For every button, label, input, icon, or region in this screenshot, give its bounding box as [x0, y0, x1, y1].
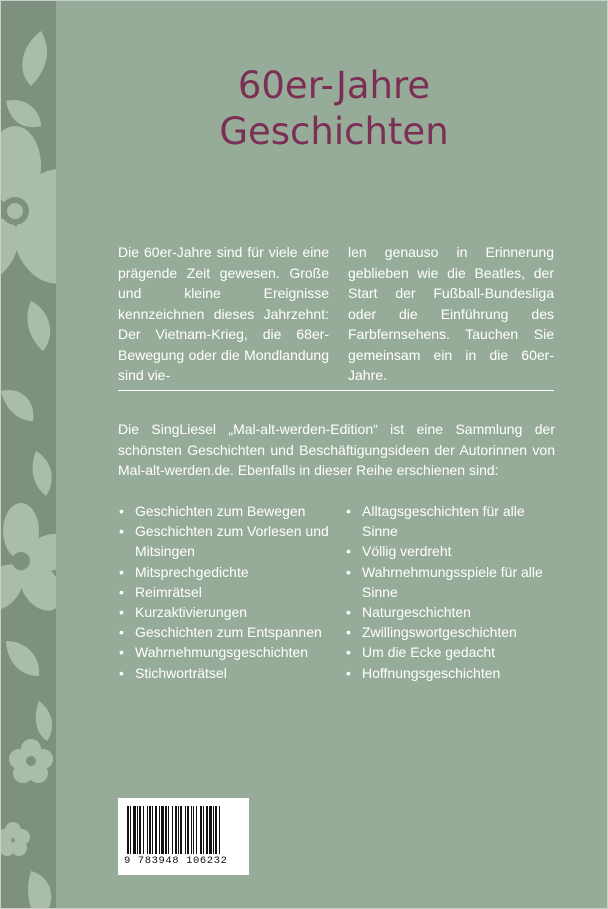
barcode-bar	[200, 806, 202, 854]
barcode-bars	[126, 806, 241, 854]
list-item: • Alltagsgeschichten für alle Sinne	[346, 501, 556, 541]
barcode-bar	[178, 806, 179, 854]
barcode-bar	[149, 806, 151, 854]
book-list-left	[119, 501, 339, 683]
floral-strip	[1, 1, 56, 908]
barcode-bar	[206, 806, 208, 854]
barcode-bar	[139, 806, 141, 854]
barcode-bar	[127, 806, 129, 854]
list-item: • Geschichten zum Entspannen	[119, 622, 339, 642]
barcode-bar	[191, 806, 192, 854]
barcode-bar	[196, 806, 197, 854]
list-item: • Wahrnehmungsspiele für alle Sinne	[346, 562, 556, 602]
isbn-number: 9 783948 106232	[124, 855, 228, 867]
divider-line	[118, 390, 554, 391]
book-title	[61, 63, 607, 155]
list-item: • Hoffnungsgeschichten	[346, 663, 556, 683]
list-item: • Kurzaktivierungen	[119, 602, 339, 622]
list-item: • Naturgeschichten	[346, 602, 556, 622]
list-item: • Geschichten zum Bewegen	[119, 501, 339, 521]
barcode-bar	[172, 806, 173, 854]
barcode-bar	[209, 806, 212, 854]
barcode-bar	[219, 806, 220, 854]
list-item: • Um die Ecke gedacht	[346, 642, 556, 662]
title-line-2: Geschichten	[219, 110, 449, 153]
barcode-bar	[215, 806, 217, 854]
barcode-bar	[213, 806, 214, 854]
barcode-bar	[185, 806, 186, 854]
series-description: Die SingLiesel „Mal-alt-werden-Edition“ ist eine Sammlung der schönsten Geschichten und Beschäftigungsideen der Autorinnen von Mal-alt-werden.de. Ebenfalls in dieser Reihe erschienen sind:	[118, 421, 555, 478]
list-item: • Geschichten zum Vorlesen und Mitsingen	[119, 521, 339, 561]
list-item: • Reimrätsel	[119, 582, 339, 602]
barcode-bar	[155, 806, 157, 854]
list-item: • Stichworträtsel	[119, 663, 339, 683]
barcode-bar	[168, 806, 169, 854]
barcode-bar	[147, 806, 148, 854]
list-item: • Zwillingswortgeschichten	[346, 622, 556, 642]
floral-ornament	[1, 1, 56, 908]
barcode-bar	[133, 806, 136, 854]
barcode-bar	[161, 806, 164, 854]
barcode-bar	[175, 806, 177, 854]
barcode-bar	[193, 806, 194, 854]
intro-text-left: Die 60er-Jahre sind für viele eine prägende Zeit gewesen. Große und kleine Ereignisse kennzeichnen dieses Jahrzehnt: Der Vietnam-Krieg, die 68er-Bewegung oder die Mondlandung sind vie-	[118, 244, 329, 383]
barcode-bar	[159, 806, 160, 854]
barcode-bar	[187, 806, 189, 854]
barcode-bar	[143, 806, 144, 854]
barcode-bar	[130, 806, 131, 854]
book-list-right	[346, 501, 556, 683]
intro-text-right: len genauso in Erinnerung geblieben wie die Beatles, der Start der Fußball-Bundesliga oder die Einführung des Farbfernsehens. Tauchen Sie gemeinsam ein in die 60er-Jahre.	[348, 244, 554, 383]
barcode	[118, 798, 249, 875]
barcode-bar	[180, 806, 182, 854]
barcode-bar	[203, 806, 204, 854]
list-item: • Wahrnehmungsgeschichten	[119, 642, 339, 662]
list-item: • Völlig verdreht	[346, 541, 556, 561]
barcode-bar	[152, 806, 153, 854]
barcode-bar	[137, 806, 138, 854]
title-line-1: 60er-Jahre	[237, 64, 431, 107]
barcode-bar	[165, 806, 167, 854]
list-item: • Mitsprechgedichte	[119, 562, 339, 582]
